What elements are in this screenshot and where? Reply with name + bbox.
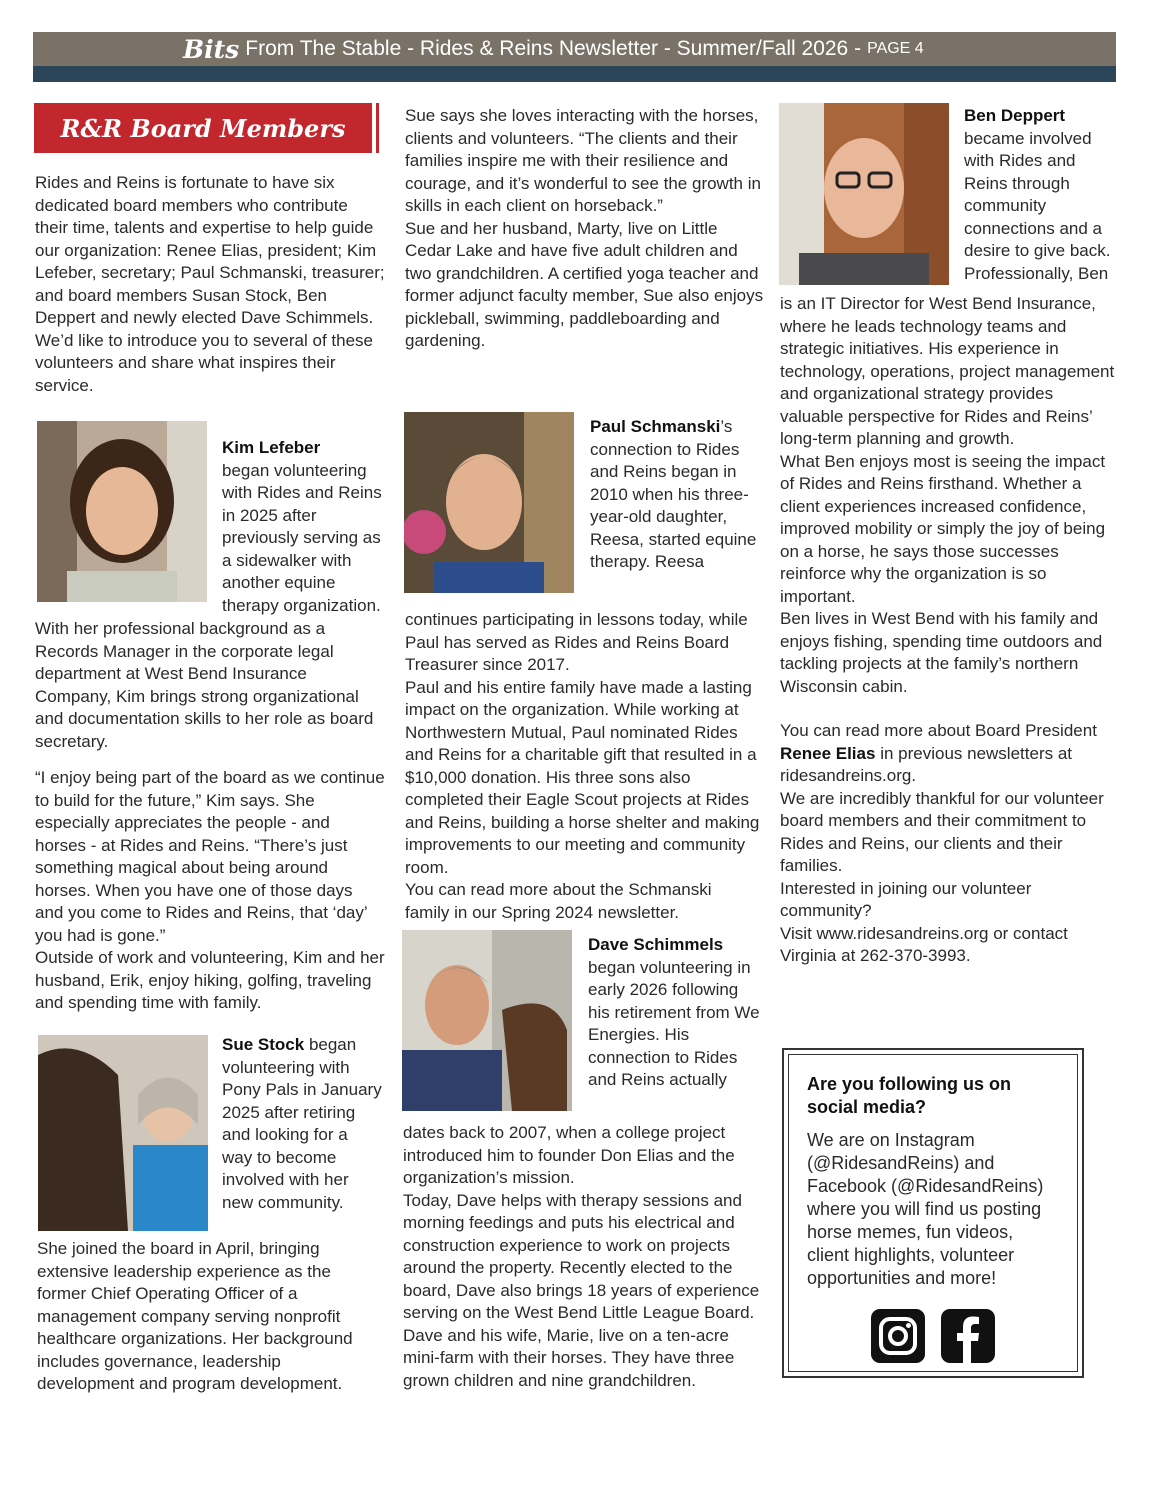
sue-wrap-text: [222, 1034, 382, 1214]
kim-body-text: [35, 618, 385, 1015]
social-body: We are on Instagram (@RidesandReins) and Facebook (@RidesandReins) where you will find us posting horse memes, fun videos, client highlights, volunteer opportunities and more!: [807, 1130, 1044, 1288]
intro-paragraph: Rides and Reins is fortunate to have six dedicated board members who contribute their time, talents and expertise to help guide our organization: Renee Elias, president; Kim Lefeber, secretary; Paul Schmanski, treasurer; and board members Susan Stock, Ben Deppert and newly elected Dave Schimmels. We’d like to introduce you to several of these volunteers and share what inspires their service.: [35, 173, 385, 395]
paul-name: Paul Schmanski: [590, 417, 721, 436]
header-title: From The Stable - Rides & Reins Newsletter - Summer/Fall 2026 -: [245, 37, 862, 60]
paul-body-text: [405, 609, 760, 924]
social-title: Are you following us on social media?: [807, 1074, 1011, 1117]
ben-wrap-text: [964, 105, 1119, 285]
paul-schmanski-photo: [404, 412, 574, 593]
sue-stock-photo: [38, 1035, 208, 1231]
header-bits: Bits: [183, 34, 240, 64]
kim-paragraph-3: Outside of work and volunteering, Kim and her husband, Erik, enjoy hiking, golfing, traveling and spending time with family.: [35, 948, 385, 1012]
dave-schimmels-photo: [402, 930, 572, 1111]
sue-continued-text: [405, 105, 765, 353]
ben-deppert-photo: [779, 103, 949, 285]
intro-text: [35, 172, 385, 397]
sue-body-text: [37, 1238, 382, 1396]
dave-paragraph-1: dates back to 2007, when a college project introduced him to founder Don Elias and the organization’s mission.: [403, 1123, 735, 1187]
dave-name: Dave Schimmels: [588, 935, 724, 954]
paul-wrap-text: [590, 416, 760, 574]
paul-name-suffix: ’s: [720, 417, 733, 436]
ben-paragraph-2: What Ben enjoys most is seeing the impact of Rides and Reins firsthand. Whether a client experiences increased confidence, improved mobility or simply the joy of being on a horse, he says those successes reinforce why the organization is so important.: [780, 451, 1106, 606]
paul-paragraph-2: Paul and his entire family have made a lasting impact on the organization. While working at Northwestern Mutual, Paul nominated Rides and Reins for a charitable gift that resulted in a $10,000 donation. His three sons also completed their Eagle Scout projects at Rides and Reins, building a horse shelter and making improvements to our meeting and community room.: [405, 677, 760, 877]
instagram-icon[interactable]: [870, 1308, 926, 1364]
header-page-number: PAGE 4: [867, 40, 924, 57]
closing-paragraph-1: You can read more about Board President Renee Elias in previous newsletters at ridesandreins.org.: [780, 721, 1097, 785]
sue-paragraph-1: She joined the board in April, bringing extensive leadership experience as the former Chief Operating Officer of a management company serving nonprofit healthcare organizations. Her background includes governance, leadership development and program development.: [37, 1239, 353, 1393]
kim-wrap-text: [222, 437, 387, 617]
dave-wrap: began volunteering in early 2026 following his retirement from We Energies. His connection to Rides and Reins actually: [588, 957, 760, 1089]
kim-paragraph-1: With her professional background as a Records Manager in the corporate legal department at West Bend Insurance Company, Kim brings strong organizational and documentation skills to her role as board secretary.: [35, 619, 374, 751]
ben-paragraph-3: Ben lives in West Bend with his family and enjoys fishing, spending time outdoors and tackling projects at the family’s northern Wisconsin cabin.: [780, 609, 1103, 696]
ben-wrap: became involved with Rides and Reins through community connections and a desire to give back. Professionally, Ben: [964, 128, 1111, 283]
ben-paragraph-1: is an IT Director for West Bend Insurance, where he leads technology teams and strategic initiatives. His experience in technology, operations, project management and organizational strategy provides valuable perspective for Rides and Reins’ long-term planning and growth.: [780, 294, 1115, 448]
sue-paragraph-3: Sue and her husband, Marty, live on Little Cedar Lake and have five adult children and two grandchildren. A certified yoga teacher and former adjunct faculty member, Sue also enjoys pickleball, swimming, paddleboarding and gardening.: [405, 218, 764, 350]
dave-body-text: [403, 1122, 760, 1392]
kim-name: Kim Lefeber: [222, 438, 321, 457]
social-media-box: [782, 1048, 1084, 1378]
paul-paragraph-3: You can read more about the Schmanski family in our Spring 2024 newsletter.: [405, 880, 712, 922]
closing-paragraph-4: Visit www.ridesandreins.org or contact Virginia at 262-370-3993.: [780, 923, 1068, 965]
sue-name: Sue Stock: [222, 1035, 305, 1054]
dave-wrap-text: [588, 934, 760, 1092]
ben-name: Ben Deppert: [964, 106, 1066, 125]
dave-paragraph-2: Today, Dave helps with therapy sessions and morning feedings and puts his electrical and construction experience to work on projects around the property. Recently elected to the board, Dave also brings 18 years of experience serving on the West Bend Little League Board.: [403, 1190, 760, 1322]
facebook-icon[interactable]: [940, 1308, 996, 1364]
dave-paragraph-3: Dave and his wife, Marie, live on a ten-acre mini-farm with their horses. They have three grown children and nine grandchildren.: [403, 1325, 735, 1390]
closing-paragraph-3: Interested in joining our volunteer community?: [780, 878, 1032, 920]
newsletter-header: [33, 32, 1116, 66]
kim-paragraph-2: “I enjoy being part of the board as we continue to build for the future,” Kim says. She especially appreciates the people - and horses - at Rides and Reins. “There’s just something magical about being around horses. When you have one of those days and you come to Rides and Reins, that ‘day’ you had is gone.”: [35, 768, 385, 945]
closing-paragraph-2: We are incredibly thankful for our volunteer board members and their commitment to Rides and Reins, our clients and their families.: [780, 788, 1104, 875]
paul-wrap: connection to Rides and Reins began in 2010 when his three-year-old daughter, Reesa, started equine therapy. Reesa: [590, 439, 757, 571]
header-strip: [33, 66, 1116, 82]
renee-elias-name: Renee Elias: [780, 743, 876, 763]
sue-paragraph-2: Sue says she loves interacting with the horses, clients and volunteers. “The clients and their families inspire me with their resilience and courage, and it’s wonderful to see the growth in skills in each client on horseback.”: [405, 106, 761, 215]
sue-wrap: began volunteering with Pony Pals in January 2025 after retiring and looking for a way to become involved with her new community.: [222, 1035, 382, 1212]
kim-wrap: began volunteering with Rides and Reins in 2025 after previously serving as a sidewalker with another equine therapy organization.: [222, 460, 382, 615]
section-title-banner: R&R Board Members: [34, 103, 372, 153]
kim-lefeber-photo: [37, 421, 207, 602]
ben-body-text: [780, 293, 1120, 968]
paul-paragraph-1: continues participating in lessons today, while Paul has served as Rides and Reins Board Treasurer since 2017.: [405, 610, 748, 674]
